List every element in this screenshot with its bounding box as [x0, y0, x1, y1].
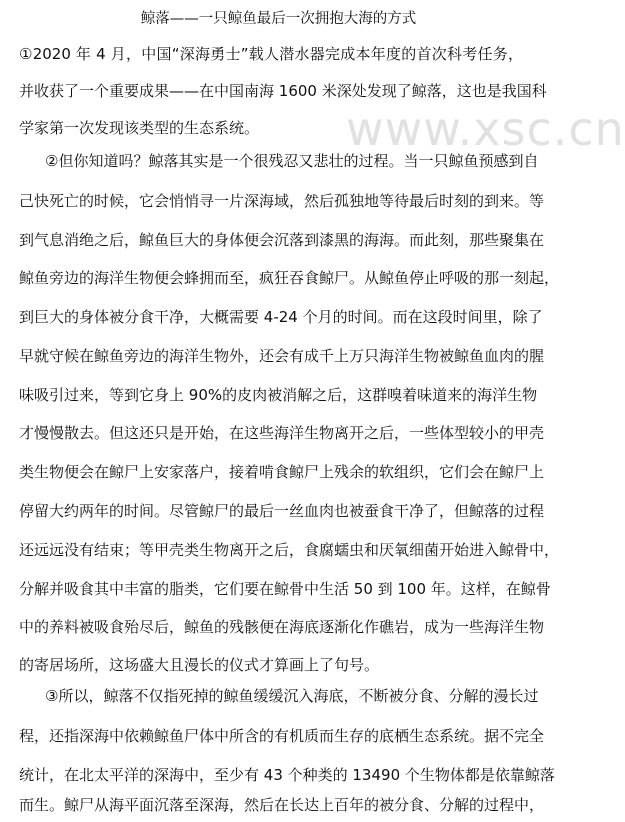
paragraph-1-line-1: ①2020 年 4 月，中国“深海勇士”载人潜水器完成本年度的首次科考任务，	[19, 45, 523, 63]
paragraph-2-line-13: 中的养料被吸食殆尽后，鲸鱼的残骸便在海底逐渐化作礁岩，成为一些海洋生物	[19, 618, 545, 636]
paragraph-2-line-8: 才慢慢散去。但这还只是开始，在这些海洋生物离开之后，一些体型较小的甲壳	[19, 424, 545, 442]
paragraph-2-line-4: 鲸鱼旁边的海洋生物便会蜂拥而至，疯狂吞食鲸尸。从鲸鱼停止呼吸的那一刻起，	[19, 269, 560, 287]
paragraph-3-line-3: 统计，在北太平洋的深海中，至少有 43 个种类的 13490 个生物体都是依靠鲸落	[19, 766, 555, 784]
paragraph-1-line-2: 并收获了一个重要成果——在中国南海 1600 米深处发现了鲸落，这也是我国科	[19, 82, 547, 100]
paragraph-2-line-3: 到气息消绝之后，鲸鱼巨大的身体便会沉落到漆黑的海海。而此刻，那些聚集在	[19, 231, 545, 249]
paragraph-2-line-7: 味吸引过来，等到它身上 90%的皮肉被消解之后，这群嗅着味道来的海洋生物	[19, 386, 538, 404]
paragraph-2-line-10: 停留大约两年的时间。尽管鲸尸的最后一丝血肉也被蚕食干净了，但鲸落的过程	[19, 502, 545, 520]
paragraph-2-line-2: 己快死亡的时候，它会悄悄寻一片深海域，然后孤独地等待最后时刻的到来。等	[19, 192, 545, 210]
paragraph-2-line-14: 的寄居场所，这场盛大且漫长的仪式才算画上了句号。	[19, 656, 380, 674]
paragraph-2-line-1: ②但你知道吗？鲸落其实是一个很残忍又悲壮的过程。当一只鲸鱼预感到自	[45, 152, 539, 170]
paragraph-2-line-6: 早就守候在鲸鱼旁边的海洋生物外，还会有成千上万只海洋生物被鲸鱼血肉的腥	[19, 347, 545, 365]
paragraph-3-line-1: ③所以，鲸落不仅指死掉的鲸鱼缓缓沉入海底，不断被分食、分解的漫长过	[45, 687, 539, 705]
paragraph-1-line-3: 学家第一次发现该类型的生态系统。	[19, 119, 260, 137]
paragraph-2-line-12: 分解并吸食其中丰富的脂类，它们要在鲸骨中生活 50 到 100 年。这样，在鲸骨	[19, 580, 551, 598]
watermark-text: www.xsc.cn	[346, 102, 625, 156]
paragraph-2-line-11: 还远远没有结束；等甲壳类生物离开之后，食腐蠕虫和厌氧细菌开始进入鲸骨中，	[19, 541, 560, 559]
document-title: 鲸落——一只鲸鱼最后一次拥抱大海的方式	[140, 11, 417, 27]
paragraph-2-line-9: 类生物便会在鲸尸上安家落户，接着啃食鲸尸上残余的软组织，它们会在鲸尸上	[19, 463, 545, 481]
paragraph-2-line-5: 到巨大的身体被分食干净，大概需要 4-24 个月的时间。而在这段时间里，除了	[19, 308, 543, 326]
paragraph-3-line-4: 而生。鲸尸从海平面沉落至深海，然后在长达上百年的被分食、分解的过程中，	[19, 796, 545, 814]
paragraph-3-line-2: 程，还指深海中依赖鲸鱼尸体中所含的有机质而生存的底栖生态系统。据不完全	[19, 727, 545, 745]
